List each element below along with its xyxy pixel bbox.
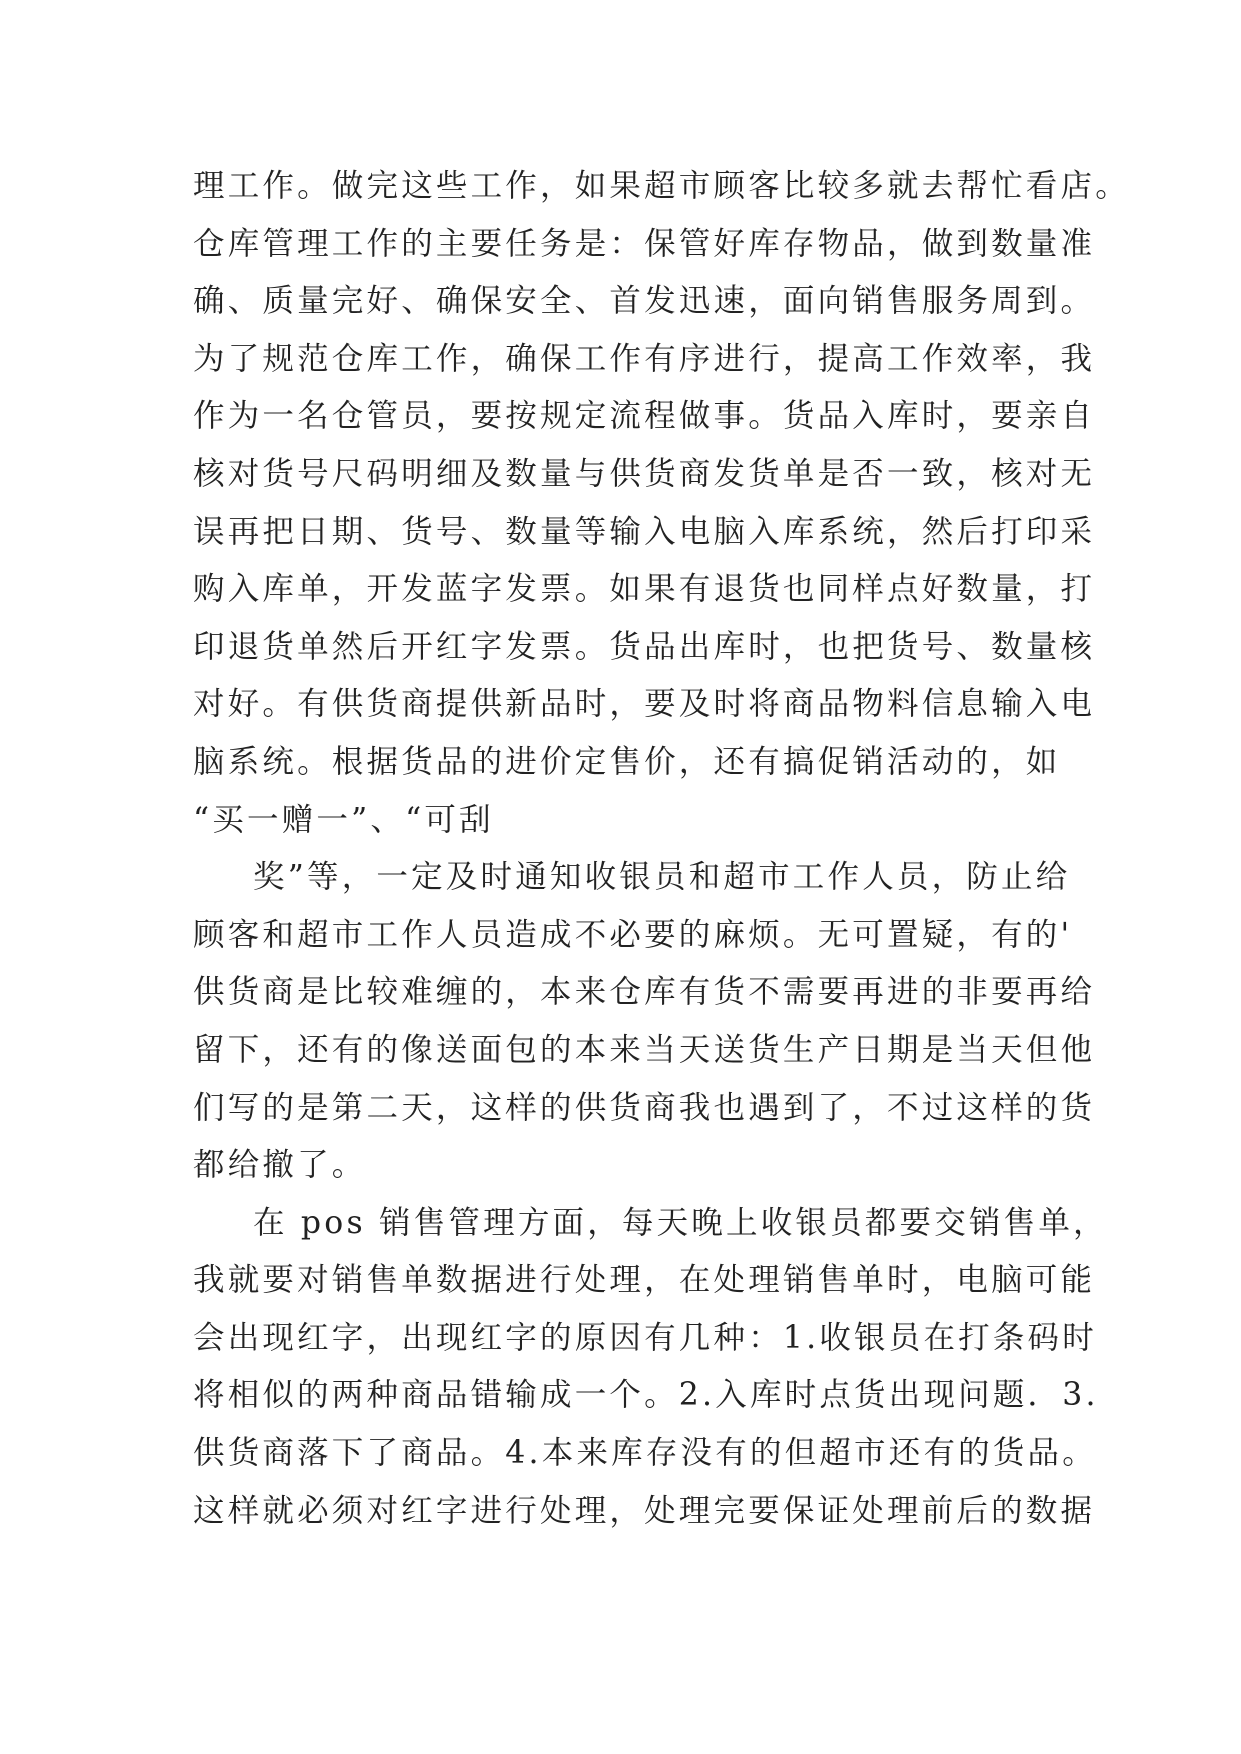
text-line: 为了规范仓库工作，确保工作有序进行，提高工作效率，我 (193, 340, 1096, 377)
text-line: 都给撤了。 (193, 1147, 367, 1184)
text-line: 奖”等，一定及时通知收银员和超市工作人员，防止给 (253, 859, 1071, 896)
text-line: 在 pos 销售管理方面，每天晚上收银员都要交销售单， (253, 1204, 1108, 1241)
text-line: 理工作。做完这些工作，如果超市顾客比较多就去帮忙看店。 (193, 168, 1130, 204)
text-line: 误再把日期、货号、数量等输入电脑入库系统，然后打印采 (193, 513, 1096, 550)
text-line: 留下，还有的像送面包的本来当天送货生产日期是当天但他 (193, 1031, 1096, 1068)
body-text (193, 158, 1130, 1540)
text-line: 确、质量完好、确保安全、首发迅速，面向销售服务周到。 (193, 283, 1096, 320)
text-line: 将相似的两种商品错输成一个。2.入库时点货出现问题．3. (193, 1377, 1099, 1414)
text-line: 作为一名仓管员，要按规定流程做事。货品入库时，要亲自 (193, 398, 1096, 435)
text-line: “买一赠一”、“可刮 (193, 801, 494, 838)
text-line: 顾客和超市工作人员造成不必要的麻烦。无可置疑，有的' (193, 916, 1073, 953)
text-line: 供货商是比较难缠的，本来仓库有货不需要再进的非要再给 (193, 974, 1096, 1011)
text-line: 这样就必须对红字进行处理，处理完要保证处理前后的数据 (193, 1492, 1096, 1529)
text-line: 对好。有供货商提供新品时，要及时将商品物料信息输入电 (193, 686, 1096, 723)
text-line: 印退货单然后开红字发票。货品出库时，也把货号、数量核 (193, 628, 1096, 665)
text-line: 脑系统。根据货品的进价定售价，还有搞促销活动的，如 (193, 743, 1061, 780)
text-line: 我就要对销售单数据进行处理，在处理销售单时，电脑可能 (193, 1262, 1096, 1299)
text-line: 仓库管理工作的主要任务是：保管好库存物品，做到数量准 (193, 225, 1096, 262)
text-line: 供货商落下了商品。4.本来库存没有的但超市还有的货品。 (193, 1435, 1097, 1472)
text-line: 购入库单，开发蓝字发票。如果有退货也同样点好数量，打 (193, 571, 1096, 608)
text-line: 核对货号尺码明细及数量与供货商发货单是否一致，核对无 (193, 455, 1096, 492)
text-line: 会出现红字，出现红字的原因有几种：1.收银员在打条码时 (193, 1319, 1097, 1356)
text-line: 们写的是第二天，这样的供货商我也遇到了，不过这样的货 (193, 1089, 1096, 1126)
